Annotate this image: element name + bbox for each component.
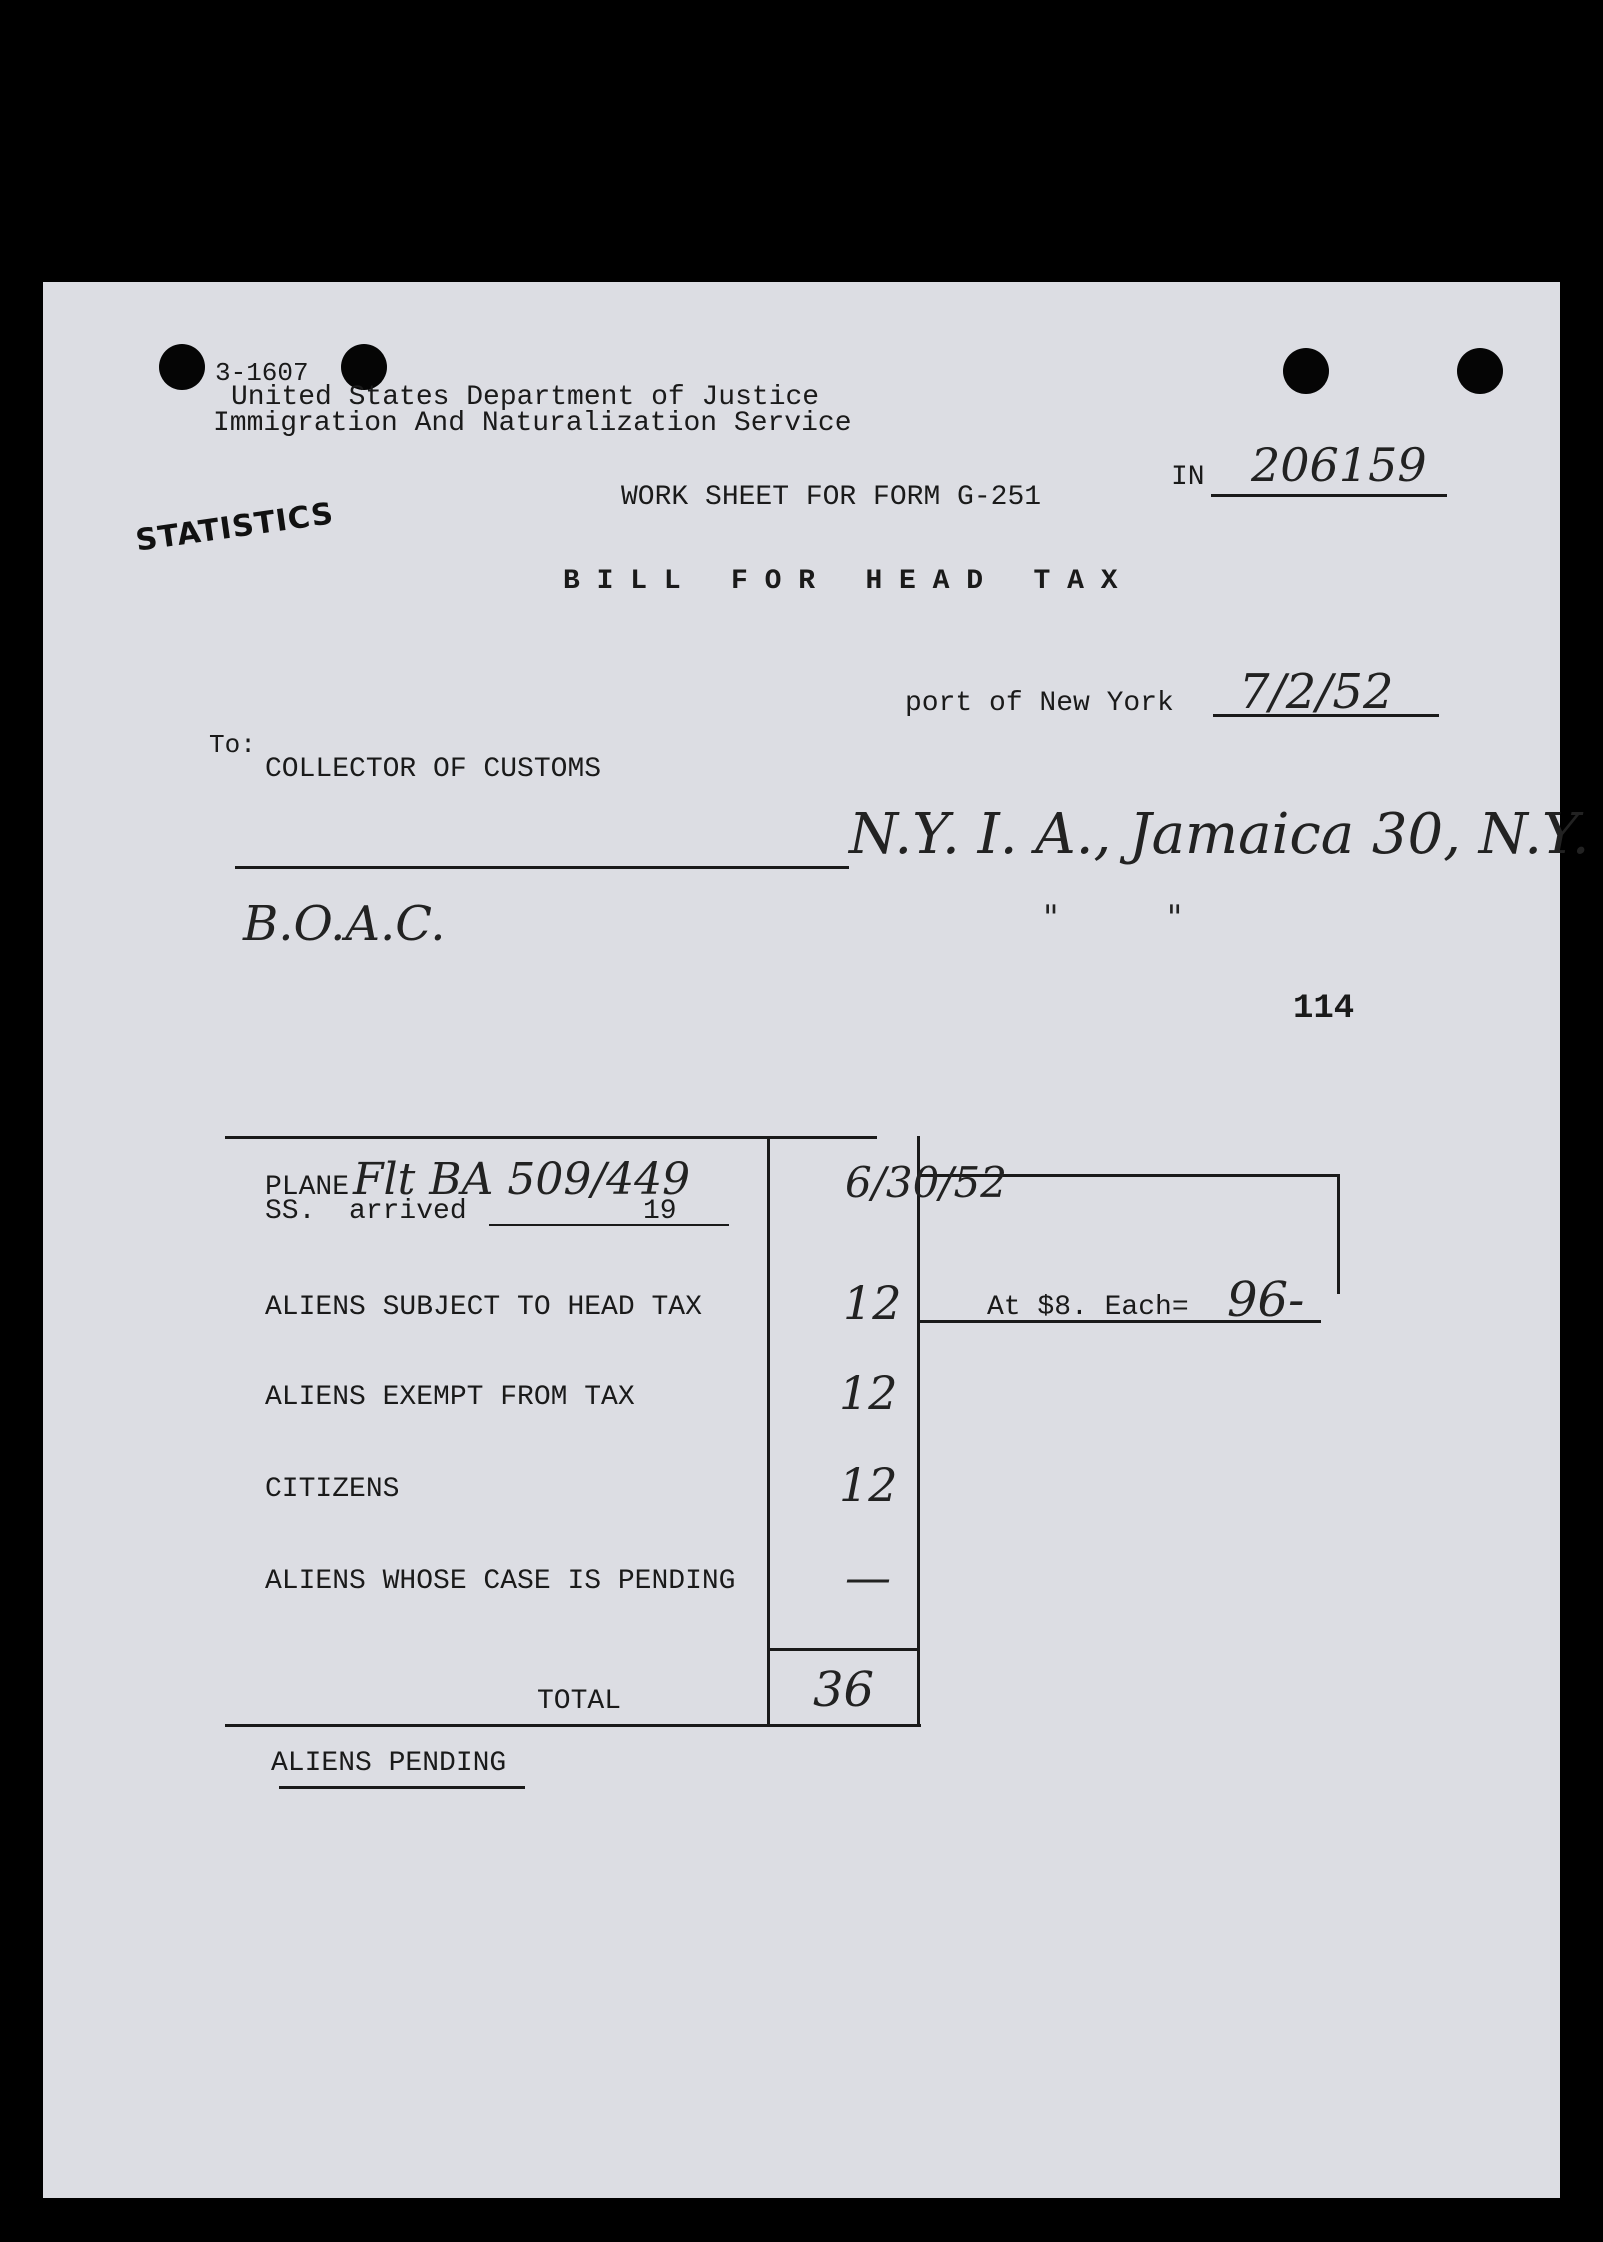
rate-label: At $8. Each= (987, 1292, 1189, 1323)
form-number: 3-1607 (215, 358, 309, 388)
total-value: 36 (813, 1662, 875, 1718)
rate-value: 96- (1227, 1272, 1305, 1328)
arrived-underline (489, 1224, 729, 1226)
punch-hole (1457, 348, 1503, 394)
ss-arrived-label: SS. arrived (265, 1196, 467, 1227)
in-prefix: IN (1171, 462, 1205, 493)
row-label-subject-to-tax: ALIENS SUBJECT TO HEAD TAX (265, 1292, 702, 1323)
aliens-pending-label: ALIENS PENDING (271, 1748, 507, 1779)
address-underline (235, 866, 849, 869)
to-label: To: (209, 730, 256, 760)
service-name: Immigration And Naturalization Service (213, 408, 852, 439)
collector-of-customs: COLLECTOR OF CUSTOMS (265, 754, 602, 785)
punch-hole (159, 344, 205, 390)
year-label: 19 (643, 1196, 677, 1227)
row-label-citizens: CITIZENS (265, 1474, 400, 1505)
airport-location: N.Y. I. A., Jamaica 30, N.Y. (849, 802, 1590, 867)
port-date: 7/2/52 (1239, 664, 1394, 720)
plane-date: 6/30/52 (845, 1158, 1007, 1207)
reference-number: 114 (1293, 990, 1355, 1028)
table-bottom-rule (225, 1724, 921, 1727)
carrier-name: B.O.A.C. (243, 896, 446, 952)
bill-title: B I L L F O R H E A D T A X (563, 566, 1118, 597)
plane-label: PLANE (265, 1172, 350, 1203)
total-top-rule (769, 1648, 919, 1651)
aliens-pending-underline (279, 1786, 525, 1789)
rate-box-right (1337, 1174, 1340, 1294)
table-top-rule (225, 1136, 877, 1139)
row-value-exempt: 12 (839, 1366, 898, 1420)
row-label-exempt: ALIENS EXEMPT FROM TAX (265, 1382, 635, 1413)
row-value-pending-case: — (845, 1550, 891, 1604)
in-number: 206159 (1251, 438, 1427, 492)
table-divider-right (917, 1136, 920, 1726)
punch-hole (1283, 348, 1329, 394)
plane-flight: Flt BA 509/449 (353, 1154, 691, 1205)
port-label: port of New York (905, 688, 1174, 719)
in-number-underline (1211, 494, 1447, 497)
row-value-citizens: 12 (839, 1458, 898, 1512)
row-value-subject-to-tax: 12 (843, 1276, 902, 1330)
total-label: TOTAL (537, 1686, 622, 1717)
ditto-marks: " " (1043, 898, 1183, 938)
worksheet-title: WORK SHEET FOR FORM G-251 (621, 482, 1042, 513)
row-label-pending-case: ALIENS WHOSE CASE IS PENDING (265, 1566, 736, 1597)
statistics-stamp: STATISTICS (133, 496, 337, 559)
document-page (43, 282, 1590, 2198)
department-name: United States Department of Justice (231, 382, 820, 413)
table-divider-left (767, 1136, 770, 1726)
